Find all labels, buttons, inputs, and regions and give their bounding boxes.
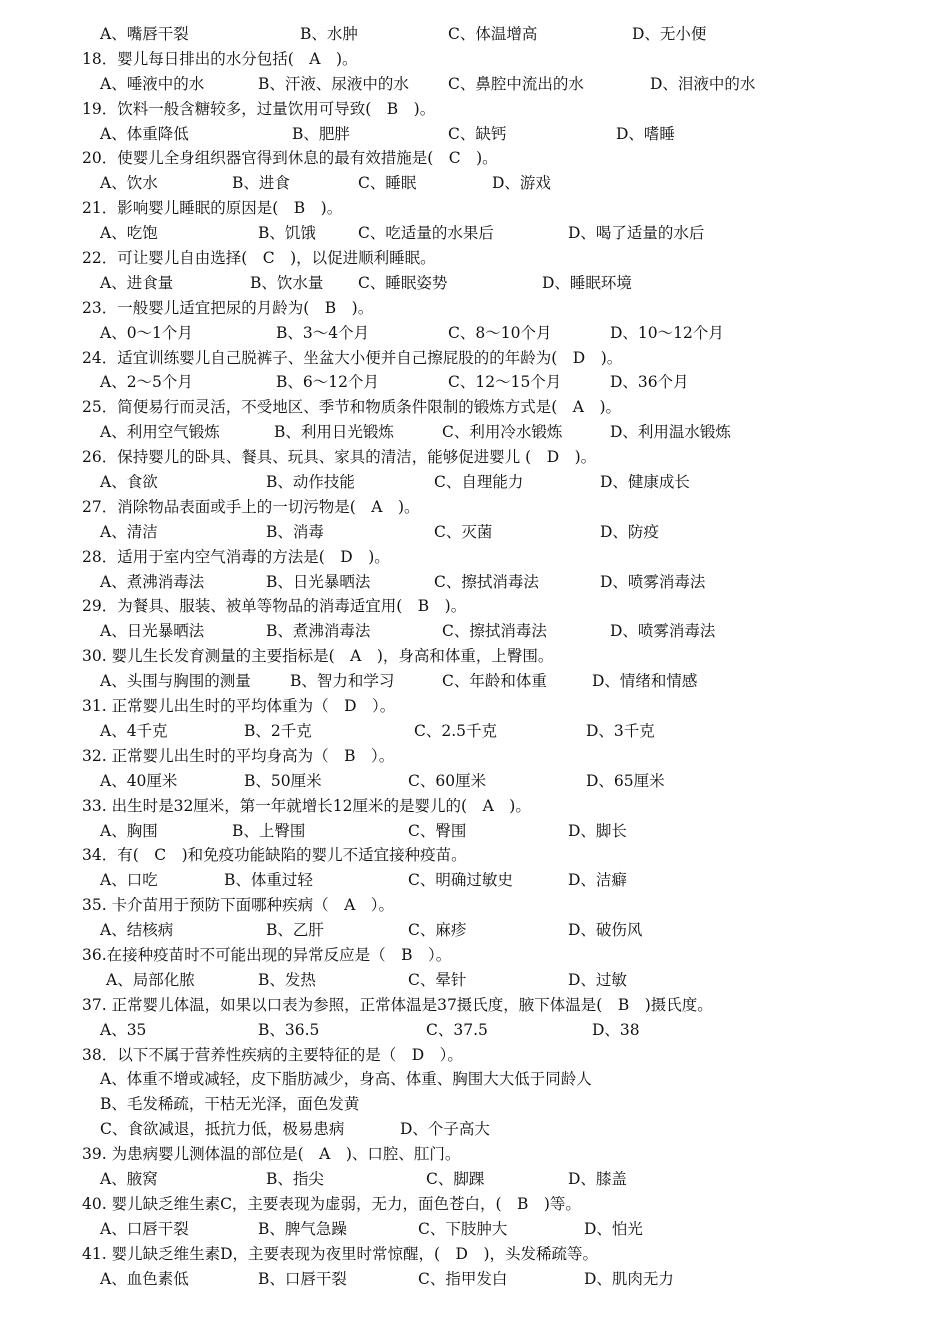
option-b: B、日光暴晒法 [266,572,371,591]
option-b: B、6～12个月 [276,373,379,392]
option-b: B、上臀围 [232,821,306,840]
option-d: D、36个月 [610,373,689,392]
option-c: C、擦拭消毒法 [442,622,547,641]
option-a: A、吃饱 [100,224,158,243]
question-stem: 30. 婴儿生长发育测量的主要指标是( A )，身高和体重，上臀围。 [82,647,554,666]
option-d: D、怕光 [584,1219,643,1238]
option-b: B、动作技能 [266,473,355,492]
option-b: B、水肿 [300,25,358,43]
option-row [0,470,950,495]
option-a: A、唾液中的水 [100,74,205,93]
option-row [0,22,950,47]
option-c: C、擦拭消毒法 [434,572,539,591]
option-b: B、饮水量 [250,273,324,292]
option-c: C、体温增高 [448,25,538,43]
option-row [0,619,950,644]
option-c: C、麻疹 [408,921,467,940]
option-a: A、胸围 [100,821,158,840]
option-c: C、吃适量的水果后 [358,224,494,243]
option-c: C、自理能力 [434,473,524,492]
question-stem: 18．婴儿每日排出的水分包括( A )。 [82,49,358,68]
option-b: B、体重过轻 [224,871,313,890]
question-stem: 38．以下不属于营养性疾病的主要特征的是（ D ）。 [82,1045,463,1064]
option-a: C、食欲减退，抵抗力低，极易患病 [100,1120,345,1139]
option-c: C、灭菌 [434,522,493,541]
option-b: B、50厘米 [244,771,322,790]
question-stem: 29．为餐具、服装、被单等物品的消毒适宜用( B )。 [82,597,467,616]
option-c: C、37.5 [426,1020,488,1039]
option-row [0,968,950,993]
option-a: A、血色素低 [100,1269,189,1288]
option-a: A、4千克 [100,721,168,740]
option-d: D、10～12个月 [610,323,724,342]
option-b: B、利用日光锻炼 [274,423,394,442]
question-stem: 33. 出生时是32厘米，第一年就增长12厘米的是婴儿的( A )。 [82,796,531,815]
option-b: D、个子高大 [400,1120,490,1139]
option-b: B、口唇干裂 [258,1269,347,1288]
question-stem: 25．简便易行而灵活，不受地区、季节和物质条件限制的锻炼方式是( A )。 [82,398,622,417]
question-stem: 35. 卡介苗用于预防下面哪种疾病（ A ）。 [82,896,395,915]
option-b: B、脾气急躁 [258,1219,347,1238]
option-d: D、膝盖 [568,1169,627,1188]
option-c: C、臀围 [408,821,467,840]
question-stem: 39. 为患病婴儿测体温的部位是( A )、口腔、肛门。 [82,1145,461,1164]
option-b: B、智力和学习 [290,672,395,691]
option-a: A、煮沸消毒法 [100,572,205,591]
question-stem: 19．饮料一般含糖较多，过量饮用可导致( B )。 [82,99,436,118]
option-row [0,1267,950,1292]
question-stem: 31. 正常婴儿出生时的平均体重为（ D ）。 [82,697,396,716]
option-b: B、36.5 [258,1020,320,1039]
option-d: D、喷雾消毒法 [610,622,716,641]
option-b: B、汗液、尿液中的水 [258,74,409,93]
option-a: A、清洁 [100,522,158,541]
question-stem: 20．使婴儿全身组织器官得到休息的最有效措施是( C )。 [82,149,498,168]
option-d: D、38 [592,1020,640,1039]
option-d: D、健康成长 [600,473,690,492]
option-d: D、65厘米 [586,771,665,790]
question-stem: 28．适用于室内空气消毒的方法是( D )。 [82,547,390,566]
option-c: C、缺钙 [448,124,507,143]
question-stem: 37. 正常婴儿体温，如果以口表为参照，正常体温是37摄氏度，腋下体温是( B )摄氏度。 [82,995,713,1014]
option-row [0,171,950,196]
option-row [0,420,950,445]
option-a: A、日光暴晒法 [100,622,205,641]
question-stem: 21．影响婴儿睡眠的原因是( B )。 [82,199,343,218]
option-row [0,370,950,395]
option-row [0,1217,950,1242]
option-row [0,271,950,296]
option-d: D、3千克 [586,721,655,740]
option-row [0,769,950,794]
option-d: D、游戏 [492,174,551,193]
option-b: B、3～4个月 [276,323,370,342]
option-d: D、情绪和情感 [592,672,698,691]
exam-page [0,22,950,1291]
option-a: A、结核病 [100,921,174,940]
option-a: A、局部化脓 [106,970,195,989]
option-c: C、明确过敏史 [408,871,513,890]
option-row [0,520,950,545]
option-a: A、食欲 [100,473,158,492]
question-stem: 26．保持婴儿的卧具、餐具、玩具、家具的清洁，能够促进婴儿 ( D )。 [82,448,597,467]
option-d: D、无小便 [632,25,707,43]
question-stem: 22．可让婴儿自由选择( C )，以促进顺利睡眠。 [82,249,436,268]
option-row [0,868,950,893]
option-row [0,570,950,595]
option-b: B、肥胖 [292,124,350,143]
option-d: D、肌肉无力 [584,1269,674,1288]
option-c: C、2.5千克 [414,721,498,740]
option-d: D、睡眠环境 [542,273,632,292]
option-b: B、进食 [232,174,290,193]
option-a: A、0～1个月 [100,323,193,342]
option-d: D、嗜睡 [616,124,675,143]
option-b: B、消毒 [266,522,324,541]
option-c: C、年龄和体重 [442,672,547,691]
option-c: C、睡眠姿势 [358,273,448,292]
option-row [0,1117,950,1142]
option-row [0,918,950,943]
option-c: C、鼻腔中流出的水 [448,74,584,93]
option-c: C、脚踝 [426,1169,485,1188]
option-a: A、2～5个月 [100,373,193,392]
option-a: A、40厘米 [100,771,178,790]
option-b: B、饥饿 [258,224,316,243]
option-d: D、防疫 [600,522,659,541]
option-row [0,1167,950,1192]
option-b: B、2千克 [244,721,312,740]
option-a: A、口唇干裂 [100,1219,189,1238]
option-c: C、下肢肿大 [418,1219,508,1238]
option-row [0,122,950,147]
option-c: C、指甲发白 [418,1269,508,1288]
option-row [0,1018,950,1043]
option-row [0,719,950,744]
option-line: A、体重不增或减轻，皮下脂肪减少，身高、体重、胸围大大低于同龄人 [100,1070,592,1089]
option-c: C、睡眠 [358,174,417,193]
question-stem: 23．一般婴儿适宜把尿的月龄为( B )。 [82,298,374,317]
question-stem: 27．消除物品表面或手上的一切污物是( A )。 [82,497,420,516]
question-stem: 41. 婴儿缺乏维生素D，主要表现为夜里时常惊醒，( D )，头发稀疏等。 [82,1244,599,1263]
option-line: B、毛发稀疏，干枯无光泽，面色发黄 [100,1095,360,1114]
option-c: C、晕针 [408,970,467,989]
option-c: C、12～15个月 [448,373,562,392]
question-stem: 24．适宜训练婴儿自己脱裤子、坐盆大小便并自己擦屁股的的年龄为( D )。 [82,348,623,367]
option-row [0,819,950,844]
option-a: A、嘴唇干裂 [100,25,189,43]
option-d: D、喷雾消毒法 [600,572,706,591]
option-c: C、利用冷水锻炼 [442,423,563,442]
option-a: A、利用空气锻炼 [100,423,220,442]
option-d: D、泪液中的水 [650,74,756,93]
option-d: D、过敏 [568,970,627,989]
option-row [0,321,950,346]
option-row [0,221,950,246]
option-c: C、60厘米 [408,771,487,790]
option-d: D、脚长 [568,821,627,840]
question-stem: 40. 婴儿缺乏维生素C，主要表现为虚弱，无力，面色苍白，( B )等。 [82,1194,581,1213]
option-a: A、头围与胸围的测量 [100,672,251,691]
question-stem: 36.在接种疫苗时不可能出现的异常反应是（ B ）。 [82,945,452,964]
question-stem: 34．有( C )和免疫功能缺陷的婴儿不适宜接种疫苗。 [82,846,467,865]
option-b: B、指尖 [266,1169,324,1188]
option-d: D、利用温水锻炼 [610,423,731,442]
option-d: D、破伤风 [568,921,643,940]
option-a: A、口吃 [100,871,158,890]
option-d: D、喝了适量的水后 [568,224,705,243]
option-b: B、煮沸消毒法 [266,622,371,641]
option-a: A、35 [100,1020,147,1039]
question-stem: 32. 正常婴儿出生时的平均身高为（ B ）。 [82,746,395,765]
option-row [0,72,950,97]
option-a: A、进食量 [100,273,174,292]
option-row [0,669,950,694]
option-c: C、8～10个月 [448,323,552,342]
option-a: A、饮水 [100,174,158,193]
option-a: A、体重降低 [100,124,189,143]
option-b: B、发热 [258,970,316,989]
option-d: D、洁癖 [568,871,627,890]
option-a: A、腋窝 [100,1169,158,1188]
option-b: B、乙肝 [266,921,324,940]
